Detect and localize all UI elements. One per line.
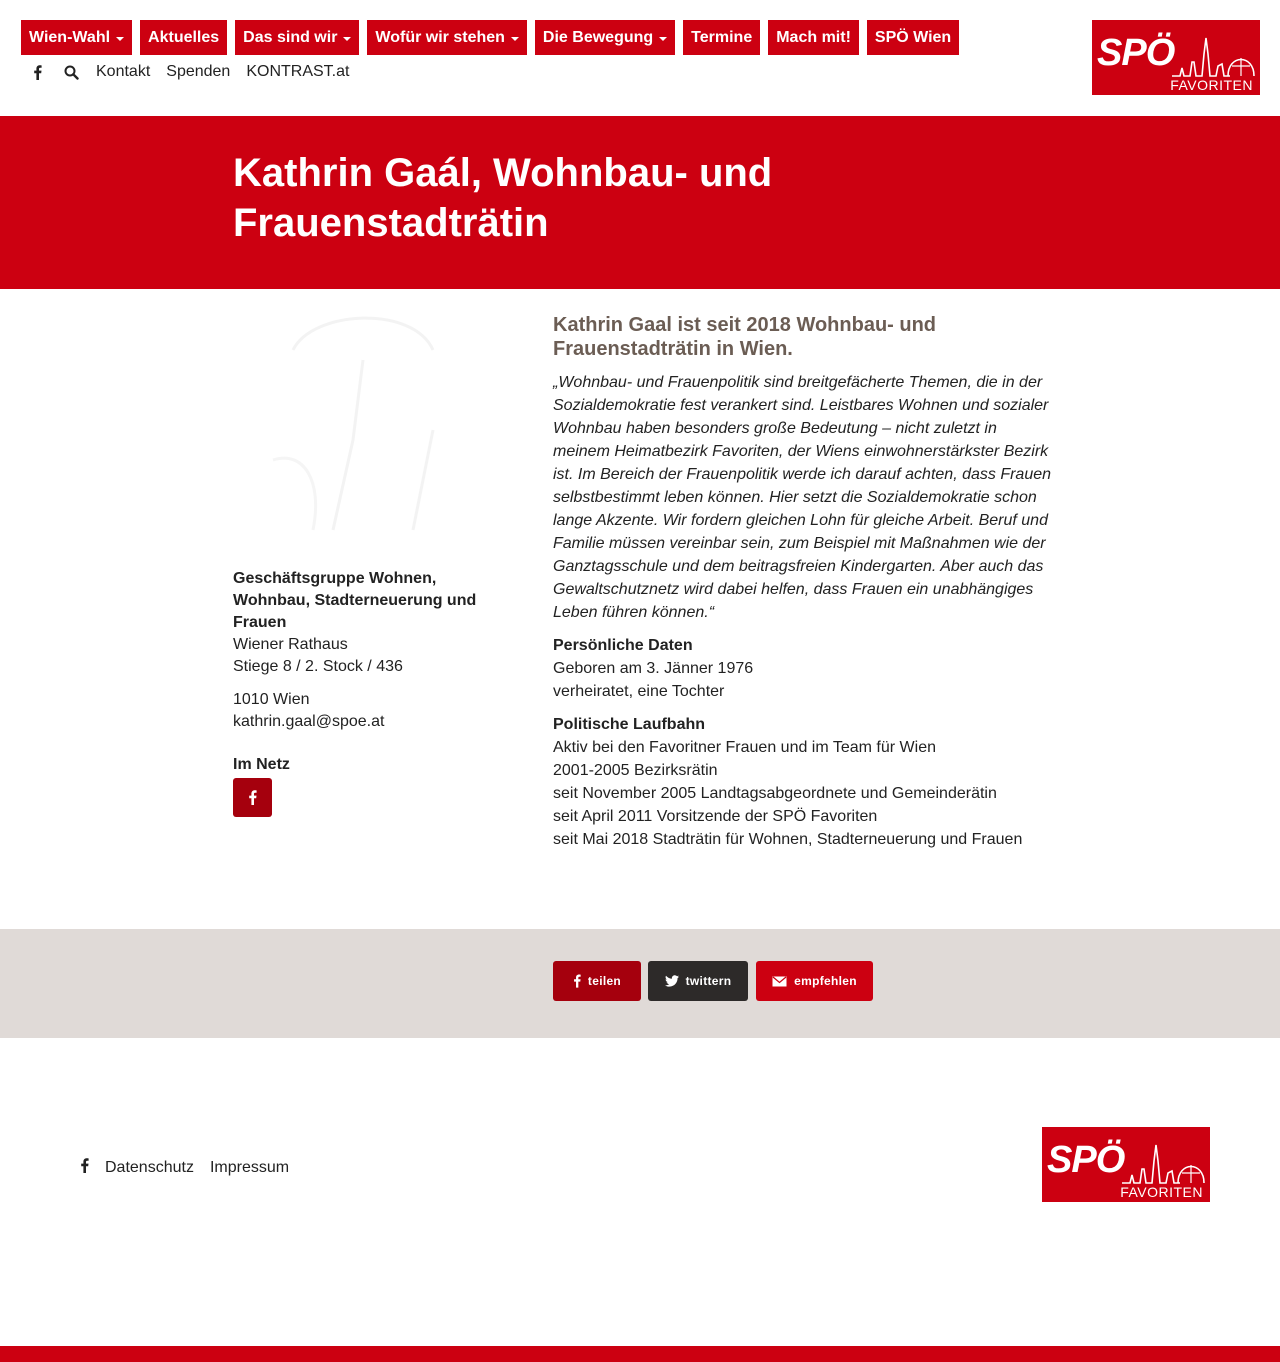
- nav-item-spoe-wien[interactable]: SPÖ Wien: [867, 20, 959, 55]
- caret-down-icon: [659, 37, 667, 41]
- political-career: [553, 713, 1053, 851]
- article-content: [553, 313, 1053, 861]
- page-hero: [0, 116, 1280, 289]
- nav-link-kontrast[interactable]: KONTRAST.at: [246, 63, 350, 80]
- list-item: seit November 2005 Landtagsabgeordnete und Gemeinderätin: [553, 785, 997, 802]
- list-item: seit April 2011 Vorsitzende der SPÖ Favoriten: [553, 808, 878, 825]
- spoe-favoriten-logo[interactable]: SPÖ FAVORITEN: [1092, 20, 1260, 95]
- email-link[interactable]: kathrin.gaal@spoe.at: [233, 713, 385, 730]
- facebook-profile-button[interactable]: [233, 778, 272, 817]
- list-item: Aktiv bei den Favoritner Frauen und im Team für Wien: [553, 739, 936, 756]
- article-lead: Kathrin Gaal ist seit 2018 Wohnbau- und Frauenstadträtin in Wien.: [553, 314, 937, 360]
- page-title: Kathrin Gaál, Wohnbau- und Frauenstadträtin: [233, 151, 773, 245]
- footer-links: [80, 1158, 289, 1178]
- nav-item-das-sind-wir[interactable]: Das sind wir: [235, 20, 359, 55]
- nav-item-wofuer-wir-stehen[interactable]: Wofür wir stehen: [367, 20, 527, 55]
- room: Stiege 8 / 2. Stock / 436: [233, 658, 403, 675]
- nav-link-kontakt[interactable]: Kontakt: [96, 63, 151, 80]
- personal-data: [553, 634, 1053, 703]
- social-heading: Im Netz: [233, 756, 290, 773]
- skyline-icon: [1120, 1135, 1208, 1187]
- footer-link-impressum[interactable]: Impressum: [209, 1159, 290, 1176]
- search-icon[interactable]: [62, 62, 80, 82]
- share-facebook-button[interactable]: teilen: [553, 961, 641, 1001]
- footer-link-datenschutz[interactable]: Datenschutz: [105, 1159, 194, 1176]
- nav-item-aktuelles[interactable]: Aktuelles: [140, 20, 227, 55]
- nav-item-mach-mit[interactable]: Mach mit!: [768, 20, 859, 55]
- building: Wiener Rathaus: [233, 636, 348, 653]
- quote: „Wohnbau- und Frauenpolitik sind breitgefächerte Themen, die in der Sozialdemokratie fest verankert sind. Leistbares Wohnen und sozialer Wohnbau haben besonders große Bedeutung – nicht zuletzt in meinem Heimatbezirk Favoriten, der Wiens einwohnerstärkster Bezirk ist. Im Bereich der Frauenpolitik werde ich darauf achten, dass Frauen selbstbestimmt leben können. Hier setzt die Sozialdemokratie schon lange Akzente. Wir fordern gleichen Lohn für gleiche Arbeit. Beruf und Familie müssen vereinbar sein, zum Beispiel mit Maßnahmen wie der Ganztagsschule und dem beitragsfreien Kindergarten. Aber auch das Gewaltschutznetz wird dabei helfen, dass Frauen ein unabhängiges Leben führen können.“: [553, 374, 1052, 621]
- share-email-button[interactable]: empfehlen: [756, 961, 873, 1001]
- caret-down-icon: [116, 37, 124, 41]
- facebook-icon: [573, 974, 581, 988]
- city: 1010 Wien: [233, 691, 310, 708]
- spoe-favoriten-footer-logo[interactable]: SPÖ FAVORITEN: [1042, 1127, 1210, 1202]
- contact-address: [233, 568, 503, 733]
- share-twitter-button[interactable]: twittern: [648, 961, 748, 1001]
- department-name: Geschäftsgruppe Wohnen, Wohnbau, Stadterneuerung und Frauen: [233, 570, 477, 631]
- caret-down-icon: [511, 37, 519, 41]
- personal-data-title: Persönliche Daten: [553, 637, 693, 654]
- caret-down-icon: [343, 37, 351, 41]
- list-item: Geboren am 3. Jänner 1976: [553, 660, 754, 677]
- main-navigation: [21, 20, 959, 55]
- facebook-icon: [248, 790, 257, 805]
- bottom-bar: [0, 1346, 1280, 1362]
- twitter-icon: [665, 975, 679, 987]
- political-career-title: Politische Laufbahn: [553, 716, 706, 733]
- skyline-icon: [1170, 28, 1258, 80]
- list-item: 2001-2005 Bezirksrätin: [553, 762, 718, 779]
- facebook-icon[interactable]: [80, 1158, 89, 1178]
- nav-item-wien-wahl[interactable]: Wien-Wahl: [21, 20, 132, 55]
- nav-item-die-bewegung[interactable]: Die Bewegung: [535, 20, 675, 55]
- nav-item-termine[interactable]: Termine: [683, 20, 760, 55]
- share-bar: [0, 929, 1280, 1038]
- nav-link-spenden[interactable]: Spenden: [166, 63, 231, 80]
- facebook-icon[interactable]: [28, 62, 46, 82]
- mail-icon: [772, 976, 787, 987]
- list-item: verheiratet, eine Tochter: [553, 683, 725, 700]
- secondary-navigation: [28, 62, 349, 82]
- list-item: seit Mai 2018 Stadträtin für Wohnen, Stadterneuerung und Frauen: [553, 831, 1023, 848]
- portrait-photo: [233, 290, 513, 540]
